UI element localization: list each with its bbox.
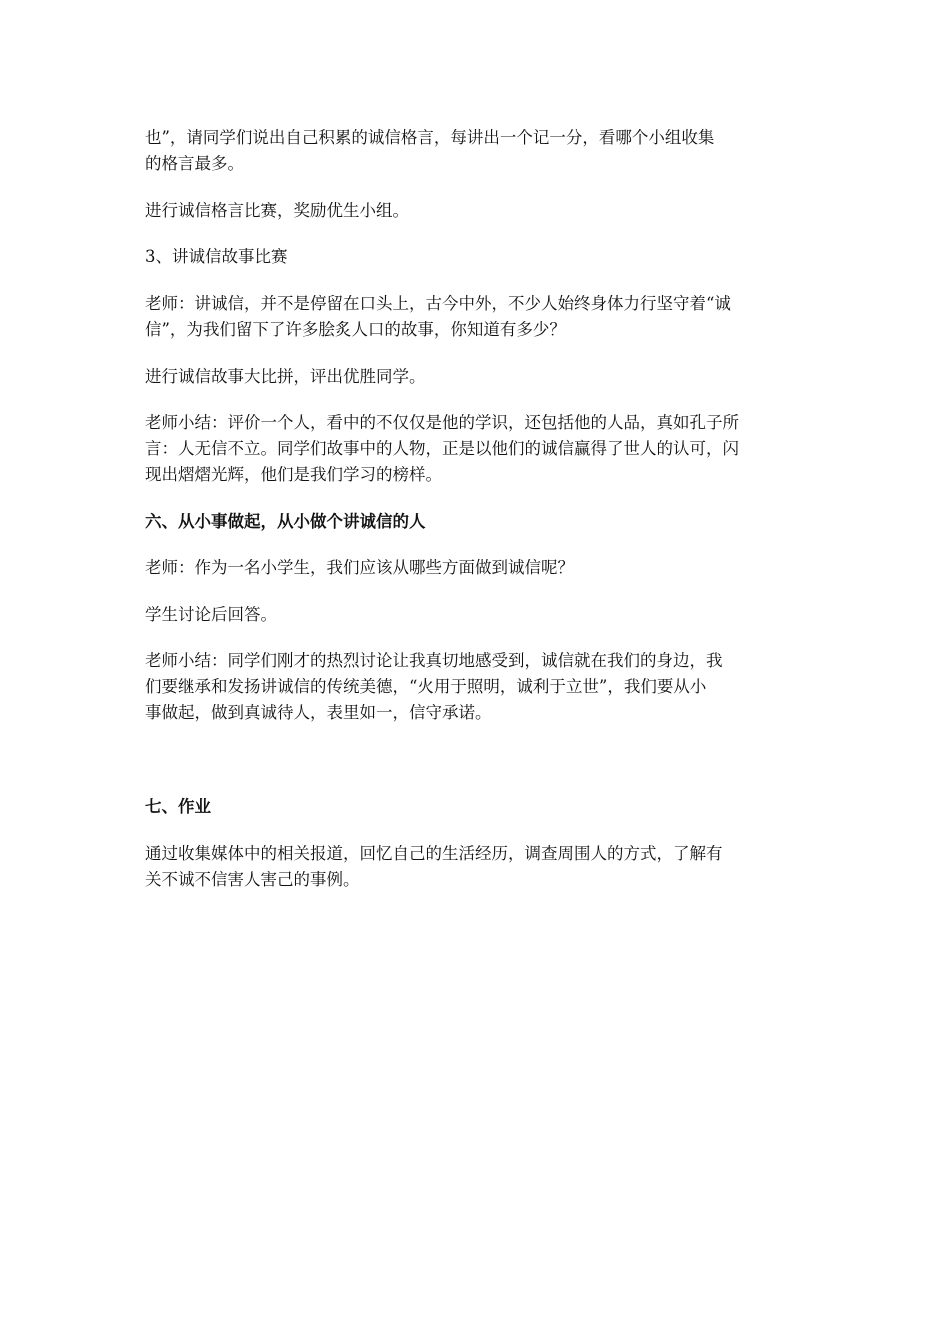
text-line: 进行诚信格言比赛，奖励优生小组。 <box>145 201 409 220</box>
text-line: 的格言最多。 <box>145 154 244 173</box>
text-line: 老师：作为一名小学生，我们应该从哪些方面做到诚信呢？ <box>145 558 574 577</box>
heading-text: 七、作业 <box>145 797 211 816</box>
text-line: 老师：讲诚信，并不是停留在口头上，古今中外，不少人始终身体力行坚守着“诚 <box>145 294 731 313</box>
text-line: 老师小结：同学们刚才的热烈讨论让我真切地感受到，诚信就在我们的身边，我 <box>145 651 723 670</box>
text-line: 现出熠熠光辉，他们是我们学习的榜样。 <box>145 465 442 484</box>
paragraph-teacher-story <box>145 291 810 343</box>
paragraph-proverb-intro <box>145 125 810 177</box>
text-line: 也”，请同学们说出自己积累的诚信格言，每讲出一个记一分，看哪个小组收集 <box>145 128 715 147</box>
section-heading-seven <box>145 794 810 820</box>
text-line: 通过收集媒体中的相关报道，回忆自己的生活经历，调查周围人的方式，了解有 <box>145 844 723 863</box>
text-line: 事做起，做到真诚待人，表里如一，信守承诺。 <box>145 703 492 722</box>
heading-text: 六、从小事做起，从小做个讲诚信的人 <box>145 512 426 531</box>
text-line: 老师小结：评价一个人，看中的不仅仅是他的学识，还包括他的人品，真如孔子所 <box>145 413 739 432</box>
text-line: 信”，为我们留下了许多脍炙人口的故事，你知道有多少？ <box>145 320 566 339</box>
section-heading-six <box>145 509 810 535</box>
paragraph-story-contest-title <box>145 244 810 270</box>
text-line: 3、讲诚信故事比赛 <box>145 247 288 266</box>
text-line: 学生讨论后回答。 <box>145 605 277 624</box>
paragraph-teacher-question <box>145 555 810 581</box>
text-line: 言：人无信不立。同学们故事中的人物，正是以他们的诚信赢得了世人的认可，闪 <box>145 439 739 458</box>
paragraph-student-discussion <box>145 602 810 628</box>
paragraph-proverb-contest <box>145 198 810 224</box>
text-line: 关不诚不信害人害己的事例。 <box>145 870 360 889</box>
text-line: 们要继承和发扬讲诚信的传统美德，“火用于照明，诚利于立世”，我们要从小 <box>145 677 707 696</box>
paragraph-homework <box>145 841 810 893</box>
paragraph-story-competition <box>145 364 810 390</box>
paragraph-teacher-summary-1 <box>145 410 810 488</box>
paragraph-teacher-summary-2 <box>145 648 810 726</box>
text-line: 进行诚信故事大比拼，评出优胜同学。 <box>145 367 426 386</box>
